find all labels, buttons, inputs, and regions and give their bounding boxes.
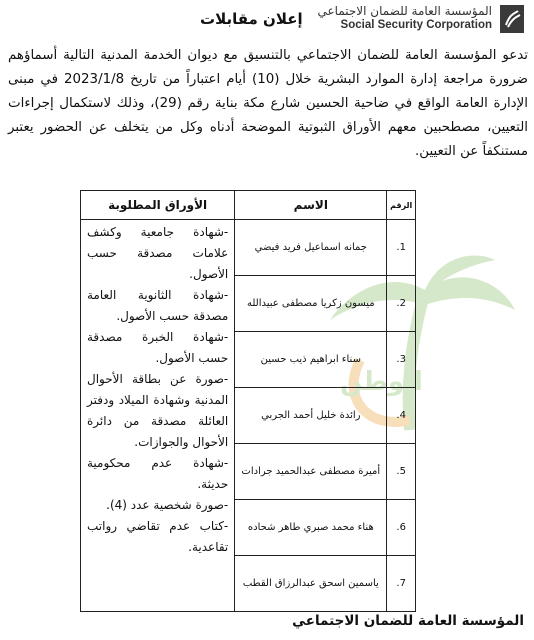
doc-item: -شهادة الثانوية العامة مصدقة حسب الأصول. [87,288,229,323]
table-row [81,220,416,276]
doc-item: -شهادة عدم محكومية حديثة. [87,456,229,491]
candidates-table [80,190,416,612]
required-docs-cell [81,220,235,612]
page-title: إعلان مقابلات [200,10,303,28]
doc-item: -شهادة جامعية وكشف علامات مصدقة حسب الأصول. [87,225,229,281]
letterhead [0,0,534,40]
row-num: 4. [387,388,416,444]
header-num: الرقم [387,191,416,220]
candidate-name: رائدة خليل أحمد الجربي [235,388,387,444]
ssc-logo-icon [500,5,524,33]
candidate-name: ياسمين اسحق عبدالرزاق القطب [235,556,387,612]
row-num: 1. [387,220,416,276]
header-name: الاسم [235,191,387,220]
org-name-arabic: المؤسسة العامة للضمان الاجتماعي [317,4,492,18]
candidate-name: جمانه اسماعيل فريد فيضي [235,220,387,276]
table-header-row [81,191,416,220]
footer-signature: المؤسسة العامة للضمان الاجتماعي [292,613,524,629]
watermark-text: الوطن [340,367,423,397]
candidate-name: ميسون زكريا مصطفى عبيدالله [235,276,387,332]
row-num: 7. [387,556,416,612]
row-num: 5. [387,444,416,500]
candidate-name: أميرة مصطفى عبدالحميد جرادات [235,444,387,500]
row-num: 6. [387,500,416,556]
doc-item: -صورة عن بطاقة الأحوال المدنية وشهادة الميلاد ودفتر العائلة مصدقة من دائرة الأحوال والجوازات. [87,372,229,449]
doc-item: -صورة شخصية عدد (4). [106,498,229,512]
row-num: 2. [387,276,416,332]
doc-item: -كتاب عدم تقاضي رواتب تقاعدية. [87,519,229,554]
header-docs: الأوراق المطلوبة [81,191,235,220]
doc-item: -شهادة الخبرة مصدقة حسب الأصول. [87,330,229,365]
candidate-name: هناء محمد صبري طاهر شحاده [235,500,387,556]
org-name-english: Social Security Corporation [340,19,492,31]
row-num: 3. [387,332,416,388]
candidate-name: سناء ابراهيم ذيب حسين [235,332,387,388]
announcement-paragraph: تدعو المؤسسة العامة للضمان الاجتماعي بالتنسيق مع ديوان الخدمة المدنية التالية أسماؤهم ضرورة مراجعة إدارة الموارد البشرية خلال (10) أيام اعتباراً من تاريخ 2023/1/8 في مبنى الإدارة العامة الواقع في ضاحية الحسين شارع مكة بناية رقم (29)، وذلك لاستكمال إجراءات التعيين، مصطحبين معهم الأوراق الثبوتية الموضحة أدناه وكل من يتخلف عن الحضور يعتبر مستنكفاً عن التعيين. [8,48,529,159]
